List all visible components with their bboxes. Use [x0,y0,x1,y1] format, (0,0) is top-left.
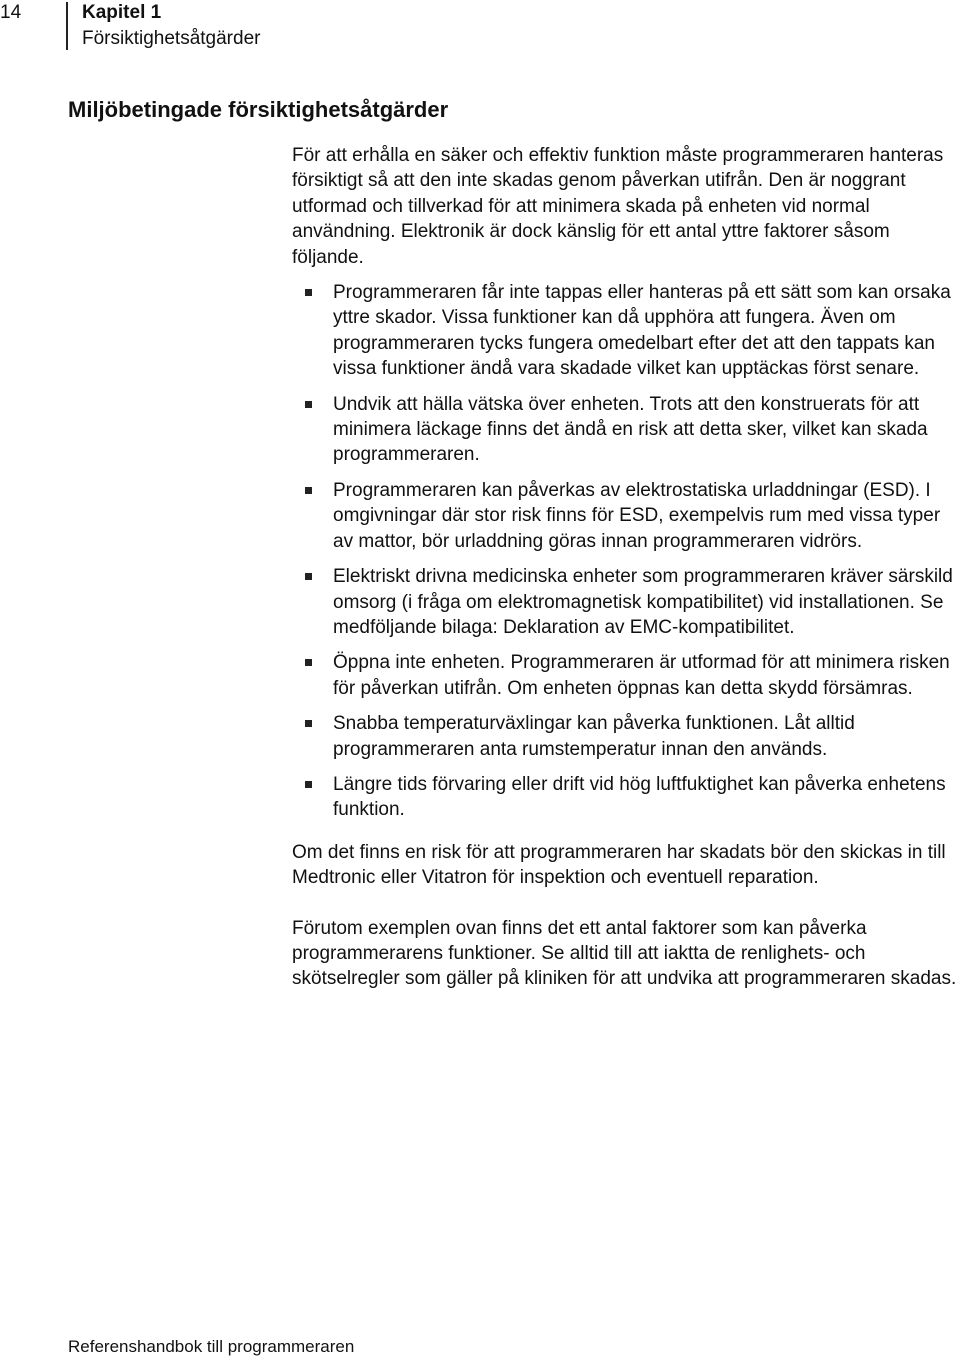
precaution-list [292,280,958,823]
chapter-subtitle: Försiktighetsåtgärder [82,28,261,49]
square-bullet-icon [305,781,312,788]
list-item [292,478,958,554]
square-bullet-icon [305,487,312,494]
list-item-text: Elektriskt drivna medicinska enheter som programmeraren kräver särskild omsorg (i fråga om elektromagnetisk kompatibilitet) vid installationen. Se medföljande bilaga: Deklaration av EMC-kompatibilitet. [333,566,953,638]
square-bullet-icon [305,401,312,408]
list-item [292,392,958,468]
square-bullet-icon [305,720,312,727]
main-content [292,143,958,992]
square-bullet-icon [305,659,312,666]
list-item-text: Undvik att hälla vätska över enheten. Trots att den konstruerats för att minimera läckage finns det ändå en risk att detta sker, vilket kan skada programmeraren. [333,393,928,466]
list-item-text: Programmeraren får inte tappas eller hanteras på ett sätt som kan orsaka yttre skador. Vissa funktioner kan då upphöra att fungera. Även om programmeraren tycks fungera omedelbart efter det att den tappats kan vissa funktioner ändå vara skadade vilket kan upptäckas först senare. [333,282,951,380]
header-divider [66,2,68,50]
square-bullet-icon [305,289,312,296]
list-item [292,711,958,762]
closing-paragraph: Om det finns en risk för att programmeraren har skadats bör den skickas in till Medtronic eller Vitatron för inspektion och eventuell reparation. [292,841,946,889]
footer-text: Referenshandbok till programmeraren [68,1337,355,1356]
list-item-text: Snabba temperaturväxlingar kan påverka funktionen. Låt alltid programmeraren anta rumstemperatur innan den används. [333,713,855,760]
intro-paragraph: För att erhålla en säker och effektiv funktion måste programmeraren hanteras försiktigt så att den inte skadas genom påverkan utifrån. Den är noggrant utformad och tillverkad för att minimera skada på enheten vid normal användning. Elektronik är dock känslig för ett antal yttre faktorer såsom följande. [292,145,944,268]
list-item-text: Programmeraren kan påverkas av elektrostatiska urladdningar (ESD). I omgivningar där stor risk finns för ESD, exempelvis rum med vissa typer av mattor, bör urladdning göras innan programmeraren vidrörs. [333,479,941,552]
page-number: 14 [0,2,22,23]
list-item [292,650,958,701]
list-item [292,564,958,640]
chapter-title: Kapitel 1 [82,2,162,23]
square-bullet-icon [305,573,312,580]
list-item-text: Längre tids förvaring eller drift vid hög luftfuktighet kan påverka enhetens funktion. [333,773,946,821]
section-heading: Miljöbetingade försiktighetsåtgärder [68,97,449,122]
list-item [292,772,958,823]
list-item-text: Öppna inte enheten. Programmeraren är utformad för att minimera risken för påverkan utifrån. Om enheten öppnas kan detta skydd försämras. [333,652,950,699]
closing-paragraph-2: Förutom exemplen ovan finns det ett antal faktorer som kan påverka programmerarens funktioner. Se alltid till att iaktta de renlighets- och skötselregler som gäller på kliniken för att undvika att programmeraren skadas. [292,917,957,990]
chapter-header [82,2,260,51]
list-item [292,280,958,382]
